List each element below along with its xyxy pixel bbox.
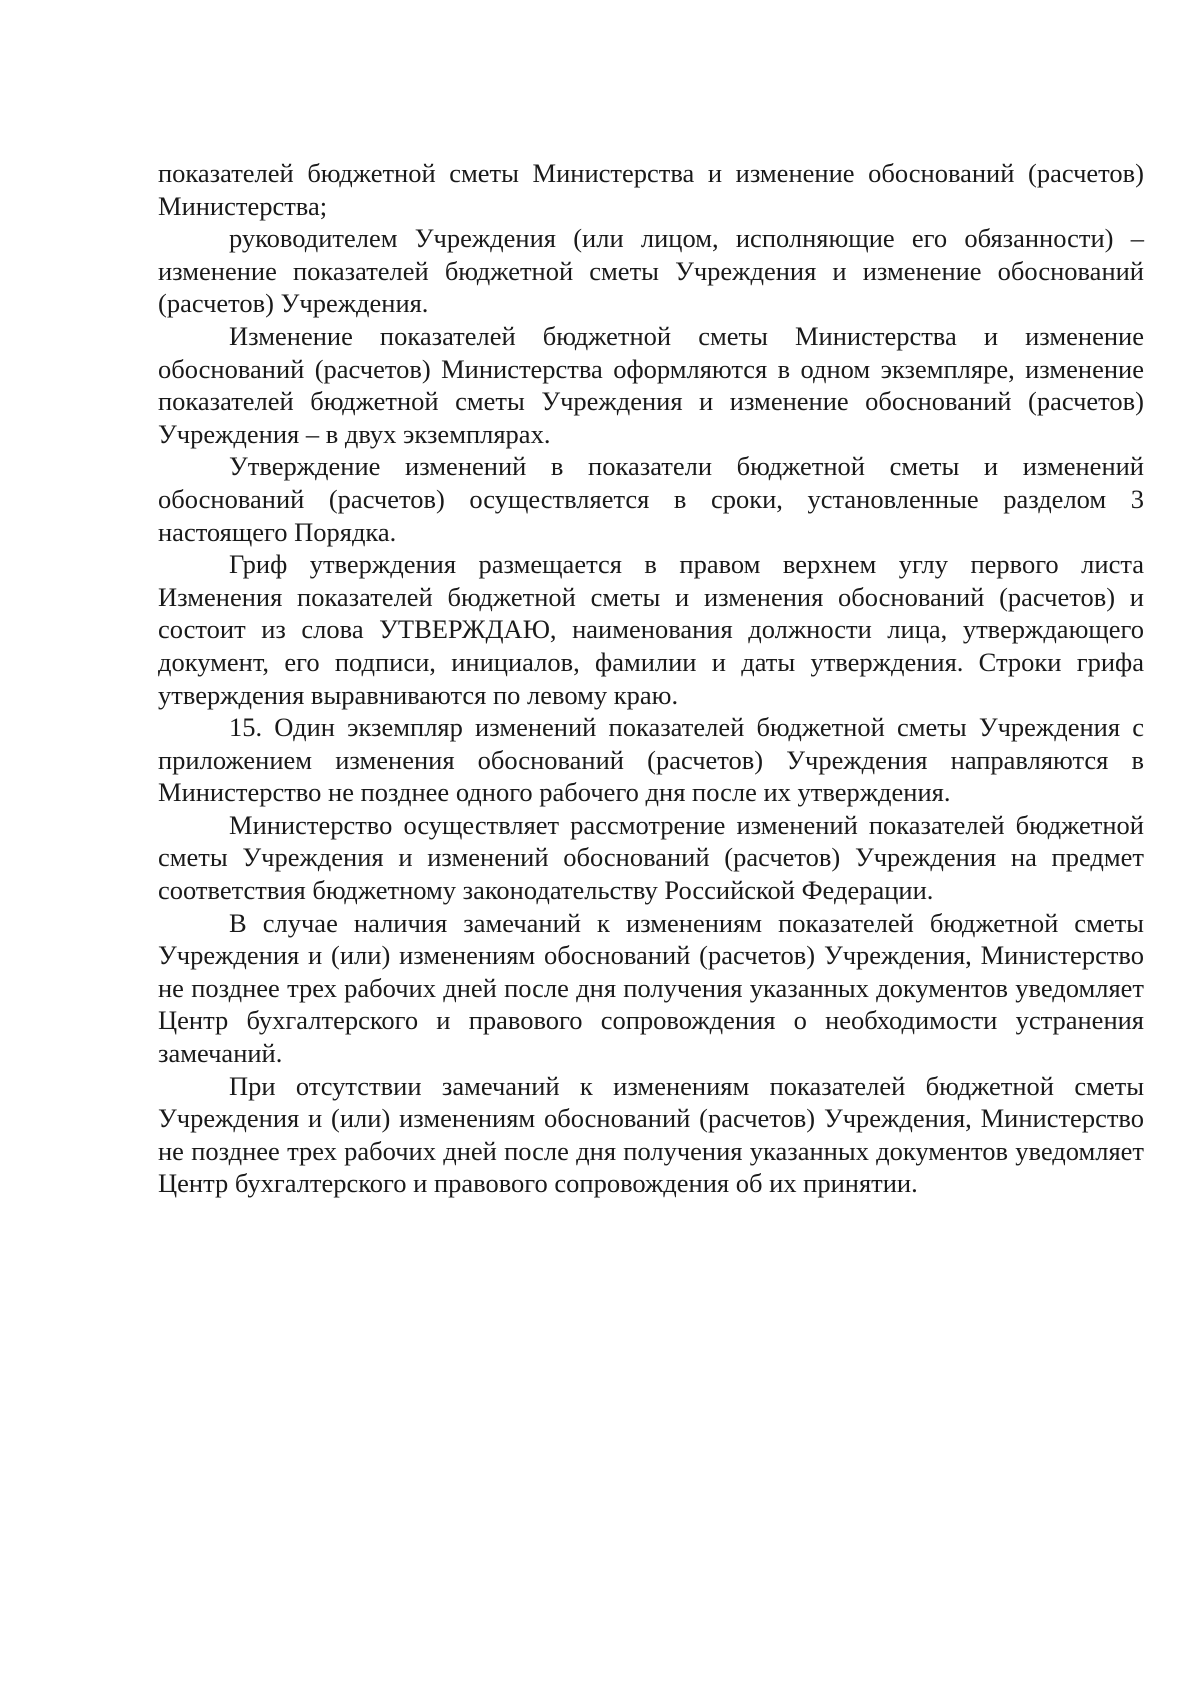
paragraph-ministry-review: Министерство осуществляет рассмотрение изменений показателей бюджетной сметы Учреждения и изменений обоснований (расчетов) Учреждения на предмет соответствия бюджетному законодательству Российской Федерации.	[158, 809, 1144, 906]
paragraph-item-15: 15. Один экземпляр изменений показателей бюджетной сметы Учреждения с приложением изменения обоснований (расчетов) Учреждения направляются в Министерство не позднее одного рабочего дня после их утверждения.	[158, 712, 1144, 808]
paragraph-remarks-present: В случае наличия замечаний к изменениям показателей бюджетной сметы Учреждения и (или) изменениям обоснований (расчетов) Учреждения, Министерство не позднее трех рабочих дней после дня получения указанных документов уведомляет Центр бухгалтерского и правового сопровождения о необходимости устранения замечаний.	[158, 907, 1144, 1069]
document-body	[158, 157, 1144, 1200]
paragraph-institution-head: руководителем Учреждения (или лицом, исполняющие его обязанности) – изменение показателей бюджетной сметы Учреждения и изменение обоснований (расчетов) Учреждения.	[158, 223, 1144, 319]
paragraph-approval-stamp: Гриф утверждения размещается в правом верхнем углу первого листа Изменения показателей бюджетной сметы и изменения обоснований (расчетов) и состоит из слова УТВЕРЖДАЮ, наименования должности лица, утверждающего документ, его подписи, инициалов, фамилии и даты утверждения. Строки грифа утверждения выравниваются по левому краю.	[158, 549, 1144, 710]
paragraph-copies: Изменение показателей бюджетной сметы Министерства и изменение обоснований (расчетов) Министерства оформляются в одном экземпляре, изменение показателей бюджетной сметы Учреждения и изменение обоснований (расчетов) Учреждения – в двух экземплярах.	[158, 320, 1144, 449]
paragraph-approval-terms: Утверждение изменений в показатели бюджетной сметы и изменений обоснований (расчетов) осуществляется в сроки, установленные разделом 3 настоящего Порядка.	[158, 451, 1144, 547]
paragraph-remarks-absent: При отсутствии замечаний к изменениям показателей бюджетной сметы Учреждения и (или) изменениям обоснований (расчетов) Учреждения, Министерство не позднее трех рабочих дней после дня получения указанных документов уведомляет Центр бухгалтерского и правового сопровождения об их принятии.	[158, 1070, 1144, 1199]
paragraph-continuation: показателей бюджетной сметы Министерства и изменение обоснований (расчетов) Министерства;	[158, 158, 1144, 221]
